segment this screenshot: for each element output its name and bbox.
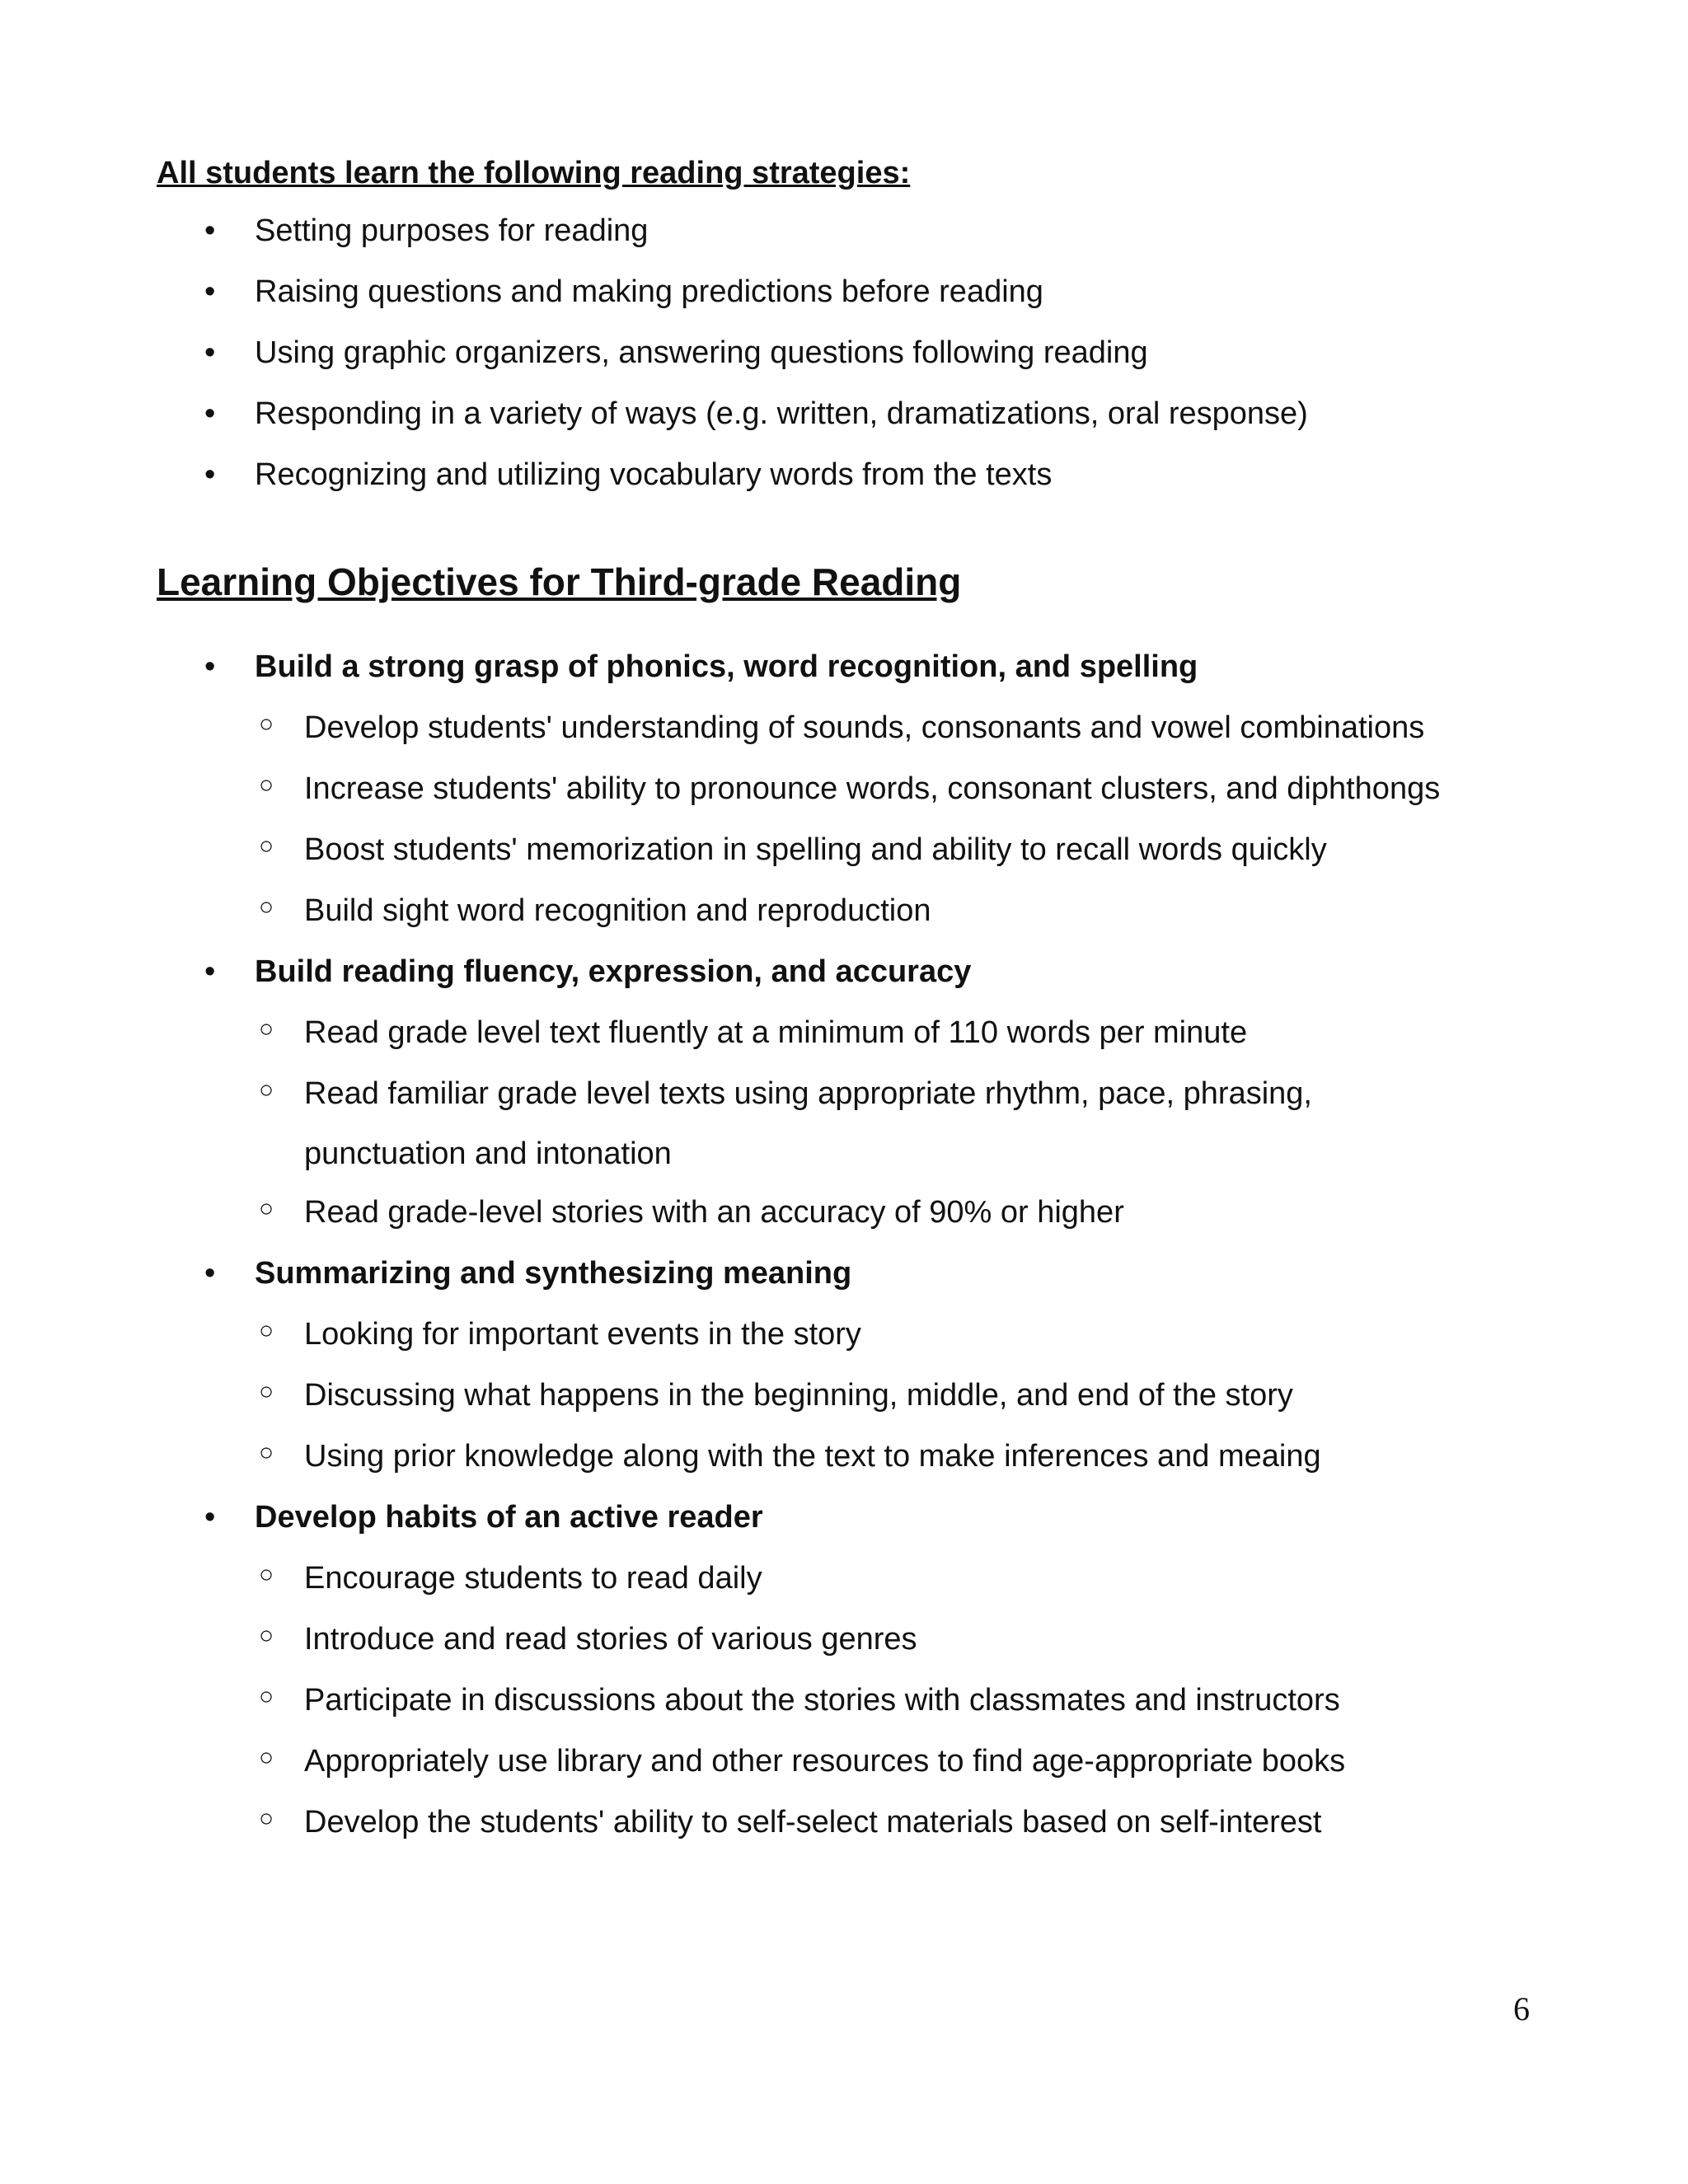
bullet-icon: •	[204, 649, 216, 684]
circle-bullet-icon: ○	[259, 1683, 274, 1710]
objective-title: Build reading fluency, expression, and accuracy	[255, 954, 972, 989]
objectives-heading: Learning Objectives for Third-grade Reading	[157, 560, 962, 603]
circle-bullet-icon: ○	[259, 1195, 274, 1222]
bullet-icon: •	[204, 457, 216, 492]
bullet-icon: •	[204, 1500, 216, 1535]
strategy-item: Responding in a variety of ways (e.g. written, dramatizations, oral response)	[255, 396, 1308, 431]
bullet-icon: •	[204, 274, 216, 309]
circle-bullet-icon: ○	[259, 1378, 274, 1405]
objective-item: Develop the students' ability to self-select materials based on self-interest	[304, 1805, 1322, 1840]
circle-bullet-icon: ○	[259, 1805, 274, 1832]
bullet-icon: •	[204, 213, 216, 248]
circle-bullet-icon: ○	[259, 771, 274, 799]
objective-item: Develop students' understanding of sounds, consonants and vowel combinations	[304, 710, 1425, 745]
page-number: 6	[1513, 1990, 1530, 2027]
strategy-item: Recognizing and utilizing vocabulary words from the texts	[255, 457, 1053, 492]
objective-item: Read familiar grade level texts using appropriate rhythm, pace, phrasing,	[304, 1076, 1312, 1111]
objective-title: Summarizing and synthesizing meaning	[255, 1256, 852, 1291]
circle-bullet-icon: ○	[259, 1015, 274, 1043]
objective-item: Read grade-level stories with an accuracy of 90% or higher	[304, 1195, 1124, 1230]
objective-item: Boost students' memorization in spelling and ability to recall words quickly	[304, 832, 1327, 867]
bullet-icon: •	[204, 1256, 216, 1291]
objective-title: Develop habits of an active reader	[255, 1500, 763, 1535]
objective-item: Discussing what happens in the beginning, middle, and end of the story	[304, 1378, 1293, 1413]
bullet-icon: •	[204, 335, 216, 370]
circle-bullet-icon: ○	[259, 710, 274, 738]
strategy-item: Raising questions and making predictions before reading	[255, 274, 1043, 309]
objective-item: Introduce and read stories of various genres	[304, 1622, 917, 1657]
strategy-item: Setting purposes for reading	[255, 213, 649, 248]
circle-bullet-icon: ○	[259, 893, 274, 921]
objective-item: Appropriately use library and other resources to find age-appropriate books	[304, 1744, 1346, 1779]
bullet-icon: •	[204, 396, 216, 431]
objective-item: Increase students' ability to pronounce words, consonant clusters, and diphthongs	[304, 771, 1441, 806]
objective-item: Read grade level text fluently at a minimum of 110 words per minute	[304, 1015, 1248, 1050]
objective-title: Build a strong grasp of phonics, word recognition, and spelling	[255, 649, 1198, 684]
circle-bullet-icon: ○	[259, 1744, 274, 1771]
circle-bullet-icon: ○	[259, 1317, 274, 1344]
objective-item: Encourage students to read daily	[304, 1561, 762, 1596]
bullet-icon: •	[204, 954, 216, 989]
objective-item: Using prior knowledge along with the text to make inferences and meaing	[304, 1439, 1321, 1474]
circle-bullet-icon: ○	[259, 832, 274, 860]
objective-item-continuation: punctuation and intonation	[304, 1137, 672, 1171]
objective-item: Looking for important events in the story	[304, 1317, 861, 1352]
circle-bullet-icon: ○	[259, 1076, 274, 1104]
strategies-heading: All students learn the following reading strategies:	[157, 156, 911, 190]
objective-item: Build sight word recognition and reproduction	[304, 893, 931, 928]
strategy-item: Using graphic organizers, answering questions following reading	[255, 335, 1148, 370]
circle-bullet-icon: ○	[259, 1439, 274, 1466]
circle-bullet-icon: ○	[259, 1622, 274, 1649]
circle-bullet-icon: ○	[259, 1561, 274, 1588]
objective-item: Participate in discussions about the stories with classmates and instructors	[304, 1683, 1340, 1718]
